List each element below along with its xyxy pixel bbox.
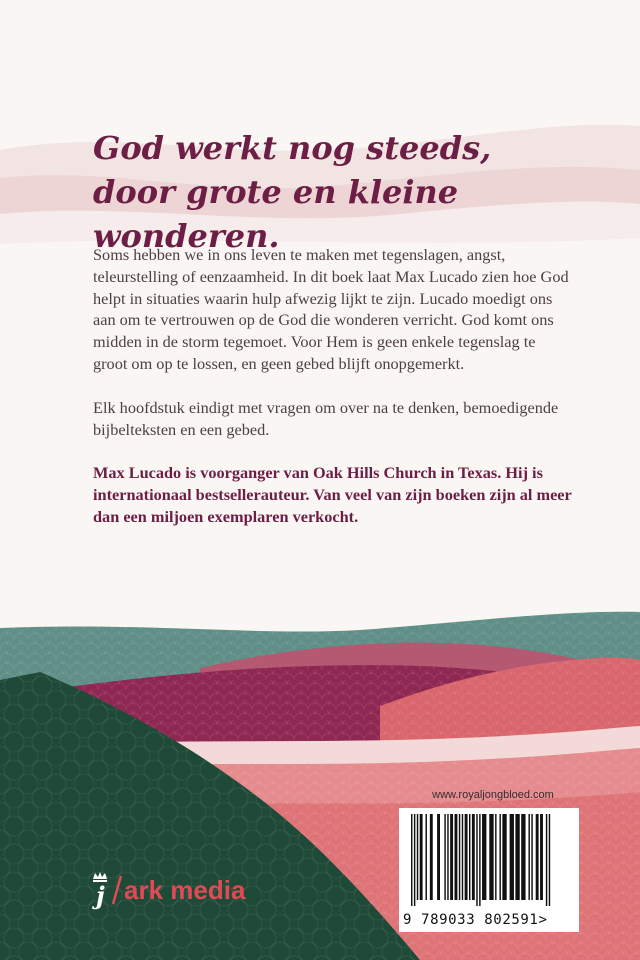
barcode-bar	[540, 814, 543, 900]
barcode-bar	[469, 814, 470, 900]
publisher-website[interactable]: www.royaljongbloed.com	[432, 789, 554, 801]
author-bio: Max Lucado is voorganger van Oak Hills Church in Texas. Hij is internationaal bestsellerauteur. Van veel van zijn boeken zijn al meer dan een miljoen exemplaren verkocht.	[93, 463, 572, 526]
isbn-arrow: >	[538, 912, 548, 928]
logo-glyph: j	[96, 881, 105, 910]
barcode-bar	[411, 814, 412, 906]
barcode-bar	[476, 814, 477, 906]
barcode-bar	[420, 814, 423, 900]
barcode-bar	[430, 814, 433, 900]
barcode-bar	[462, 814, 463, 900]
barcode-bar	[531, 814, 532, 900]
barcode-bar	[482, 814, 486, 900]
barcode-bar	[549, 814, 550, 906]
barcode-bar	[502, 814, 506, 900]
crown-icon	[88, 870, 112, 910]
barcode-bar	[499, 814, 500, 900]
tagline-line-1: God werkt nog steeds,	[93, 129, 492, 167]
barcode-bar	[459, 814, 460, 900]
barcode-bar	[479, 814, 480, 906]
blurb-paragraph-1: Soms hebben we in ons leven te maken met tegenslagen, angst, teleurstelling of eenzaamheid. In dit boek laat Max Lucado zien hoe God helpt in situaties waarin hulp afwezig lijkt te zijn. Lucado moedigt ons aan om te vertrouwen op de God die wonderen verricht. God komt ons midden in de storm tegemoet. Voor Hem is geen enkele tegenslag te groot om op te lossen, en geen gebed blijft onopgemerkt.	[93, 245, 569, 373]
barcode-bar	[437, 814, 440, 900]
slash-divider	[112, 870, 122, 910]
barcode-bars	[409, 814, 569, 906]
barcode-bar	[489, 814, 493, 900]
barcode-bar	[521, 814, 525, 900]
barcode-bar	[546, 814, 547, 906]
barcode	[399, 808, 579, 932]
isbn-digits: 9 789033 802591	[403, 912, 539, 928]
barcode-bar	[455, 814, 458, 900]
barcode-bar	[472, 814, 475, 900]
barcode-bar	[536, 814, 539, 900]
barcode-bar	[450, 814, 453, 900]
blurb-paragraph-2: Elk hoofdstuk eindigt met vragen om over na te denken, bemoedigende bijbelteksten en een gebed.	[93, 397, 559, 439]
barcode-bar	[444, 814, 445, 900]
blurb	[93, 244, 573, 550]
barcode-bar	[447, 814, 448, 900]
barcode-bar	[510, 814, 514, 900]
barcode-bar	[426, 814, 427, 900]
barcode-bar	[417, 814, 418, 900]
isbn-number	[403, 912, 575, 928]
barcode-bar	[495, 814, 496, 900]
logo-text: ark media	[124, 874, 246, 905]
tagline	[93, 126, 613, 258]
barcode-bar	[414, 814, 415, 906]
barcode-bar	[515, 814, 519, 900]
barcode-bar	[528, 814, 529, 900]
barcode-bar	[465, 814, 468, 900]
publisher-logo	[88, 870, 245, 910]
tagline-line-2: door grote en kleine wonderen.	[93, 173, 459, 255]
